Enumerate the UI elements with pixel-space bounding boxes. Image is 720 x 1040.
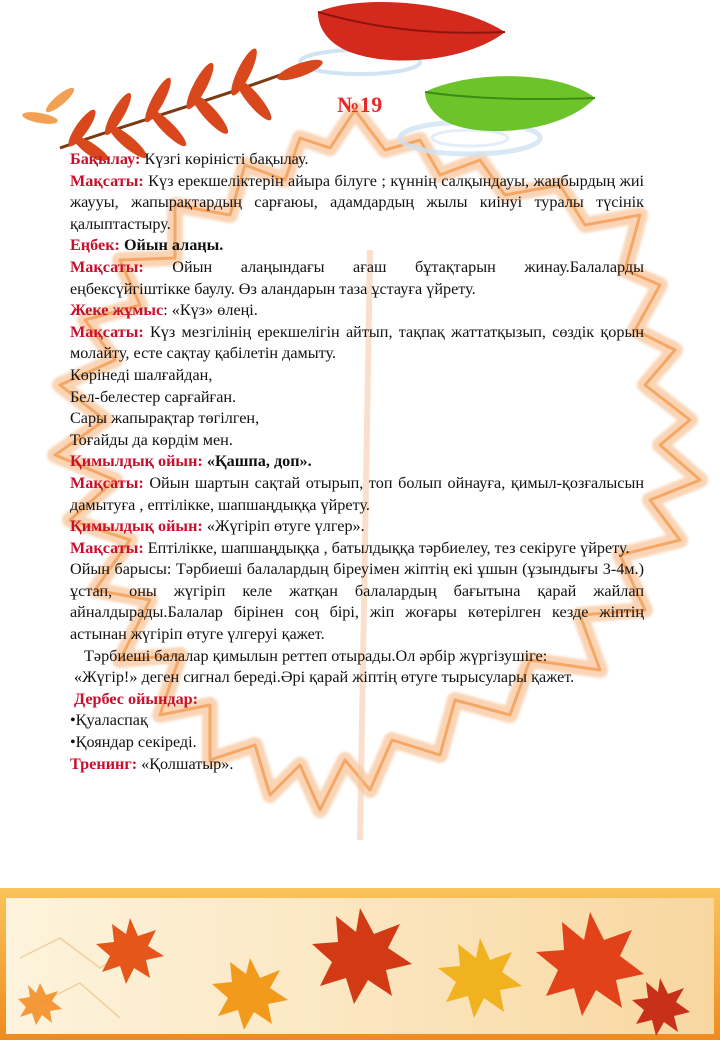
labor-text: Ойын алаңы. (119, 236, 224, 255)
goal-label: Мақсаты: (70, 473, 144, 492)
goal-text: Ойын алаңындағы ағаш бұтақтарын жинау.Балаларды еңбексүйгіштікке баулу. Өз аландарын таза ұстауға үйрету. (70, 257, 644, 298)
free-game-item: • Қояндар секіреді. (70, 732, 644, 754)
goal-text: Күз мезгілінің ерекшелігін айтып, тақпақ жаттатқызып, сөздік қорын молайту, есте сақтау қабілетін дамыту. (70, 322, 644, 363)
autumn-leaves-banner (0, 888, 720, 1040)
training-label: Тренинг: (70, 754, 138, 773)
signal-line: «Жүгір!» деген сигнал береді.Әрі қарай жіптің өтуге тырысулары қажет. (74, 668, 575, 687)
movement-game-goal-2 (70, 538, 644, 560)
individual-work-text: : «Күз» өлеңі. (163, 301, 258, 320)
goal-label: Мақсаты: (70, 538, 144, 557)
page-title: №19 (337, 92, 383, 117)
free-games-label: Дербес ойындар: (74, 689, 199, 708)
top-decoration (0, 0, 720, 160)
training-line (70, 754, 644, 776)
poem-line: Тоғайды да көрдім мен. (70, 430, 233, 449)
individual-work-label: Жеке жұмыс (70, 301, 164, 320)
free-games-line (70, 689, 644, 711)
free-game-item: • Қуаласпақ (70, 710, 644, 732)
movement-game-goal (70, 473, 644, 516)
movement-game-line-2 (70, 516, 644, 538)
goal-text: Ептілікке, шапшаңдыққа , батылдыққа тәрбиелеу, тез секіруге үйрету. (143, 538, 630, 557)
training-text: «Қолшатыр». (137, 754, 234, 773)
poem-line: Сары жапырақтар төгілген, (70, 409, 260, 428)
goal-text: Ойын шартын сақтай отырып, топ болып ойнауға, қимыл-қозғалысын дамытуға , ептілікке, шапшаңдыққа үйрету. (70, 473, 644, 514)
observation-label: Бақылау: (70, 150, 141, 168)
individual-work-line (70, 300, 644, 322)
poem-line: Бел-белестер сарғайған. (70, 387, 237, 406)
teacher-line: Тәрбиеші балалар қимылын реттеп отырады.Ол әрбір жүргізушіге: (84, 646, 548, 665)
individual-work-goal (70, 322, 644, 365)
labor-line (70, 235, 644, 257)
observation-line (70, 149, 644, 171)
observation-text: Күзгі көріністі бақылау. (140, 150, 309, 168)
observation-goal (70, 171, 644, 236)
movement-game-text: «Қашпа, доп». (202, 452, 312, 471)
goal-label: Мақсаты: (70, 322, 144, 341)
movement-game-label: Қимылдық ойын: (70, 517, 203, 536)
goal-text: Күз ерекшеліктерін айыра білуге ; күннің салқындауы, жаңбырдың жиі жаууы, жапырақтардың сарғаюы, адамдардың жылы киінуі туралы түсінік қалыптастыру. (70, 171, 644, 233)
game-procedure: Ойын барысы: Тәрбиеші балалардың біреуімен жіптің екі ұшын (ұзындығы 3-4м.) ұстап, оны жүгіріп келе жатқан балалардың бағытына қарай жайлап айналдырады.Балалар бірінен соң бірі, жіп жоғары көтерілген кезде жіптің астынан жүгіріп өтуге үлгеруі қажет. (70, 560, 644, 644)
movement-game-text: «Жүгіріп өтуге үлгер». (202, 517, 365, 536)
labor-label: Еңбек: (70, 236, 120, 255)
goal-label: Мақсаты: (70, 171, 144, 190)
labor-goal (70, 257, 644, 300)
movement-game-label: Қимылдық ойын: (70, 452, 203, 471)
movement-game-line (70, 451, 644, 473)
goal-label: Мақсаты: (70, 257, 144, 276)
poem-line: Көрінеді шалғайдан, (70, 365, 213, 384)
lesson-content (70, 149, 644, 775)
